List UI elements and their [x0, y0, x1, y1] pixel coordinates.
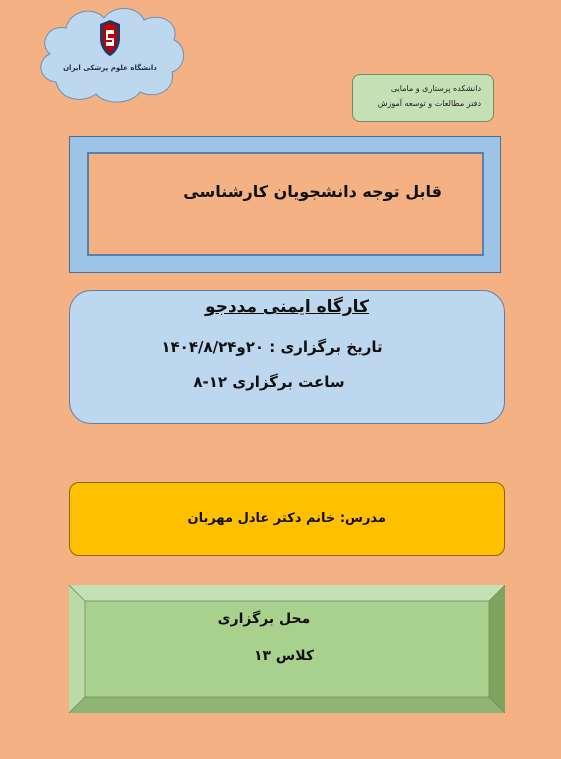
university-logo-cloud — [34, 4, 186, 106]
venue-box — [69, 585, 505, 713]
university-name: دانشگاه علوم پزشکی ایران — [63, 64, 157, 72]
workshop-date: تاریخ برگزاری : ۲۰و۱۴۰۴/۸/۲۴ — [161, 338, 383, 356]
instructor-name: مدرس: خانم دکتر عادل مهربان — [187, 511, 386, 526]
instructor-box — [69, 482, 505, 556]
faculty-box — [352, 74, 494, 122]
workshop-time: ساعت برگزاری ۱۲-۸ — [193, 373, 345, 391]
venue-room: کلاس ۱۳ — [253, 648, 315, 664]
announcement-panel — [87, 152, 484, 256]
workshop-box — [69, 290, 505, 424]
faculty-office: دفتر مطالعات و توسعه آموزش — [377, 99, 481, 108]
workshop-title: کارگاه ایمنی مددجو — [205, 297, 369, 317]
audience-heading: قابل توجه دانشجویان کارشناسی — [183, 182, 442, 201]
faculty-name: دانشکده پرستاری و مامایی — [390, 84, 481, 93]
venue-label: محل برگزاری — [217, 611, 311, 627]
university-emblem-icon — [92, 18, 128, 58]
